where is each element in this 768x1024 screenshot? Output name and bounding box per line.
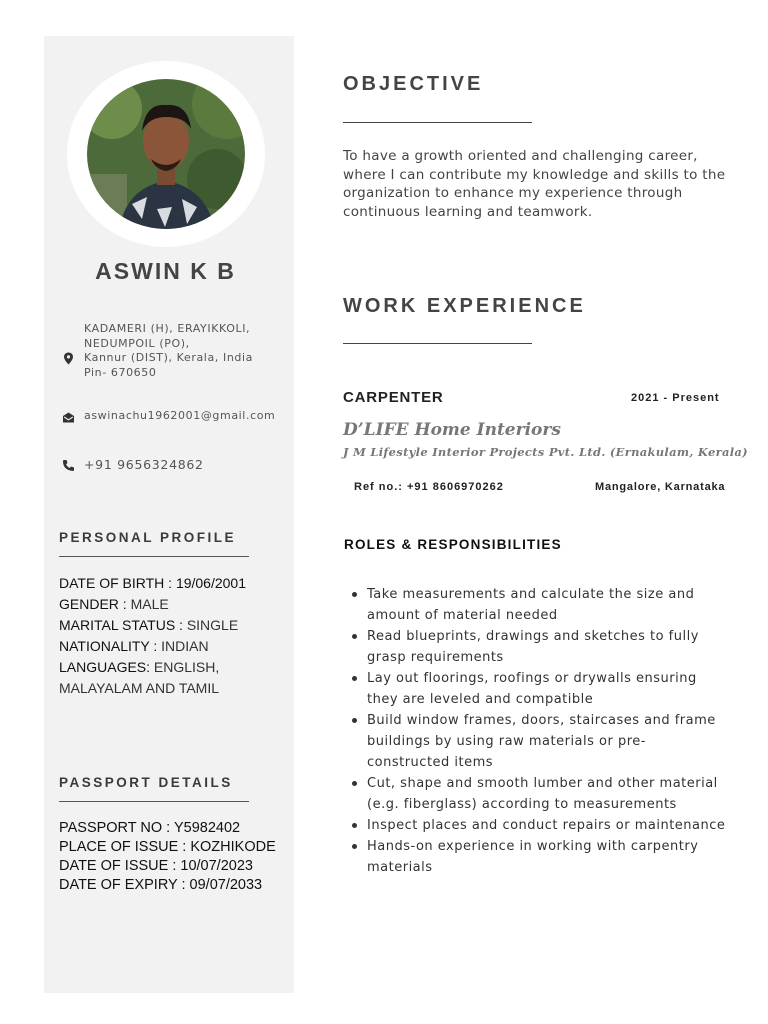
list-item-line: amount of material needed [367, 608, 558, 623]
address-line: KADAMERI (H), ERAYIKKOLI, [84, 322, 251, 335]
list-item-line: buildings by using raw materials or pre- [367, 734, 646, 749]
marital-status-row [59, 615, 289, 636]
phone-number[interactable]: +91 9656324862 [84, 457, 204, 472]
languages-row [59, 657, 289, 678]
roles-heading: ROLES & RESPONSIBILITIES [344, 537, 562, 552]
field-label: NATIONALITY : [59, 638, 162, 654]
list-item [350, 710, 745, 773]
date-of-expiry: DATE OF EXPIRY : 09/07/2033 [59, 877, 263, 893]
sidebar [44, 36, 294, 993]
address [84, 322, 284, 380]
list-item-line: Cut, shape and smooth lumber and other material [367, 776, 718, 791]
objective-line: organization to enhance my experience through [343, 185, 683, 201]
list-item-line: grasp requirements [367, 650, 504, 665]
objective-line: where I can contribute my knowledge and skills to the [343, 166, 726, 183]
passport-details-list [59, 819, 299, 895]
bullet-icon [352, 718, 357, 723]
bullet-icon [352, 844, 357, 849]
bullet-icon [352, 823, 357, 828]
work-experience-heading: WORK EXPERIENCE [343, 295, 586, 317]
address-line: Kannur (DIST), Kerala, India [84, 351, 253, 364]
bullet-icon [352, 592, 357, 597]
list-item [350, 584, 745, 626]
field-label: MARITAL STATUS : [59, 617, 187, 633]
divider [343, 343, 532, 344]
list-item-line: materials [367, 860, 433, 875]
field-label: GENDER : [59, 596, 131, 612]
job-location: Mangalore, Karnataka [595, 481, 726, 493]
personal-profile-list [59, 573, 289, 699]
list-item [350, 773, 745, 815]
field-label: LANGUAGES: [59, 659, 154, 675]
objective-text [343, 147, 743, 221]
list-item-line: Read blueprints, drawings and sketches to fully [367, 629, 699, 644]
job-dates: 2021 - Present [631, 392, 720, 404]
list-item [350, 836, 745, 878]
list-item [350, 626, 745, 668]
profile-photo [87, 79, 245, 229]
envelope-icon [62, 411, 75, 424]
job-title: CARPENTER [343, 389, 444, 406]
reference-number: Ref no.: +91 8606970262 [354, 481, 504, 493]
list-item [350, 815, 745, 836]
address-line: NEDUMPOIL (PO), [84, 336, 190, 350]
field-value: ENGLISH, [153, 659, 220, 675]
bullet-icon [352, 676, 357, 681]
field-label: DATE OF BIRTH : [59, 575, 176, 591]
nationality-row [59, 636, 289, 657]
list-item-line: Lay out floorings, roofings or drywalls ensuring [367, 671, 697, 686]
candidate-name: ASWIN K B [95, 258, 236, 284]
field-value: 19/06/2001 [175, 575, 247, 591]
list-item-line: Hands-on experience in working with carpentry [367, 839, 699, 854]
gender-row [59, 594, 289, 615]
list-item-line: Inspect places and conduct repairs or maintenance [367, 818, 726, 833]
profile-photo-frame [67, 61, 265, 247]
divider [59, 801, 249, 802]
field-value: INDIAN [161, 638, 209, 654]
list-item-line: they are leveled and compatible [367, 692, 594, 707]
date-of-issue: DATE OF ISSUE : 10/07/2023 [59, 858, 253, 874]
field-value: MALAYALAM AND TAMIL [59, 680, 220, 696]
phone-icon [62, 459, 75, 472]
location-pin-icon [62, 352, 75, 365]
divider [59, 556, 249, 557]
languages-continued [59, 678, 289, 699]
address-line: Pin- 670650 [84, 365, 157, 379]
list-item-line: constructed items [367, 755, 494, 770]
list-item-line: Take measurements and calculate the size and [367, 587, 695, 602]
list-item-line: Build window frames, doors, staircases and frame [367, 713, 716, 728]
company-legal-name: J M Lifestyle Interior Projects Pvt. Ltd. (Ernakulam, Kerala) [343, 445, 748, 459]
field-value: MALE [130, 596, 169, 612]
dob-row [59, 573, 289, 594]
personal-profile-heading: PERSONAL PROFILE [59, 530, 237, 545]
list-item-line: (e.g. fiberglass) according to measurements [367, 797, 677, 812]
roles-list [350, 584, 745, 878]
objective-line: continuous learning and teamwork. [343, 203, 593, 220]
list-item [350, 668, 745, 710]
place-of-issue: PLACE OF ISSUE : KOZHIKODE [59, 839, 276, 855]
company-name: D’LIFE Home Interiors [343, 420, 561, 440]
passport-details-heading: PASSPORT DETAILS [59, 775, 233, 790]
objective-line: To have a growth oriented and challenging career, [343, 148, 698, 164]
bullet-icon [352, 634, 357, 639]
passport-number: PASSPORT NO : Y5982402 [59, 820, 241, 836]
objective-heading: OBJECTIVE [343, 73, 484, 95]
email-link[interactable]: aswinachu1962001@gmail.com [84, 409, 276, 422]
divider [343, 122, 532, 123]
field-value: SINGLE [186, 617, 239, 633]
bullet-icon [352, 781, 357, 786]
